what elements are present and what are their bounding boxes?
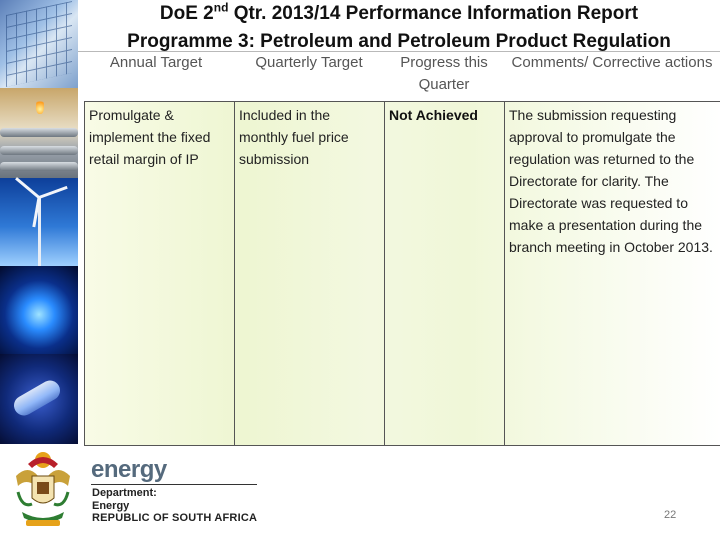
cell-progress-status: Not Achieved xyxy=(389,107,478,123)
footer-rule xyxy=(91,484,257,485)
wind-turbine-image xyxy=(0,178,78,266)
title-line-1-part-b: Qtr. 2013/14 Performance Information Report xyxy=(228,3,639,24)
pipeline-image xyxy=(0,88,78,178)
header-quarterly-target: Quarterly Target xyxy=(255,54,363,71)
column-divider xyxy=(504,101,505,445)
cell-quarterly-target: Included in the monthly fuel price submission xyxy=(239,107,349,167)
gas-flame-image xyxy=(0,266,78,354)
page-title xyxy=(78,0,720,56)
department-label: Department: xyxy=(92,487,157,499)
republic-label: REPUBLIC OF SOUTH AFRICA xyxy=(92,512,258,524)
column-divider xyxy=(234,101,235,445)
title-line-1 xyxy=(78,0,720,28)
department-name: Energy xyxy=(92,500,130,512)
header-comments: Comments/ Corrective actions xyxy=(511,54,713,71)
cell-comments: The submission requesting approval to promulgate the regulation was returned to the Directorate for clarity. The Directorate was requested to make a presentation during the branch meeting in October 2013. xyxy=(509,107,713,255)
title-superscript: nd xyxy=(213,0,229,15)
title-line-2: Programme 3: Petroleum and Petroleum Product Regulation xyxy=(127,31,671,52)
title-line-1-part-a: DoE 2 xyxy=(159,3,214,24)
cell-annual-target: Promulgate & implement the fixed retail margin of IP xyxy=(89,107,211,167)
energy-bulb-image xyxy=(0,354,78,444)
solar-panel-image xyxy=(0,0,78,88)
decorative-image-strip xyxy=(0,0,78,444)
header-annual-target: Annual Target xyxy=(109,54,203,71)
energy-wordmark: energy xyxy=(91,456,167,483)
page-number: 22 xyxy=(664,509,677,521)
coat-of-arms-logo xyxy=(8,446,78,534)
header-progress: Progress this Quarter xyxy=(400,54,488,93)
column-divider xyxy=(384,101,385,445)
